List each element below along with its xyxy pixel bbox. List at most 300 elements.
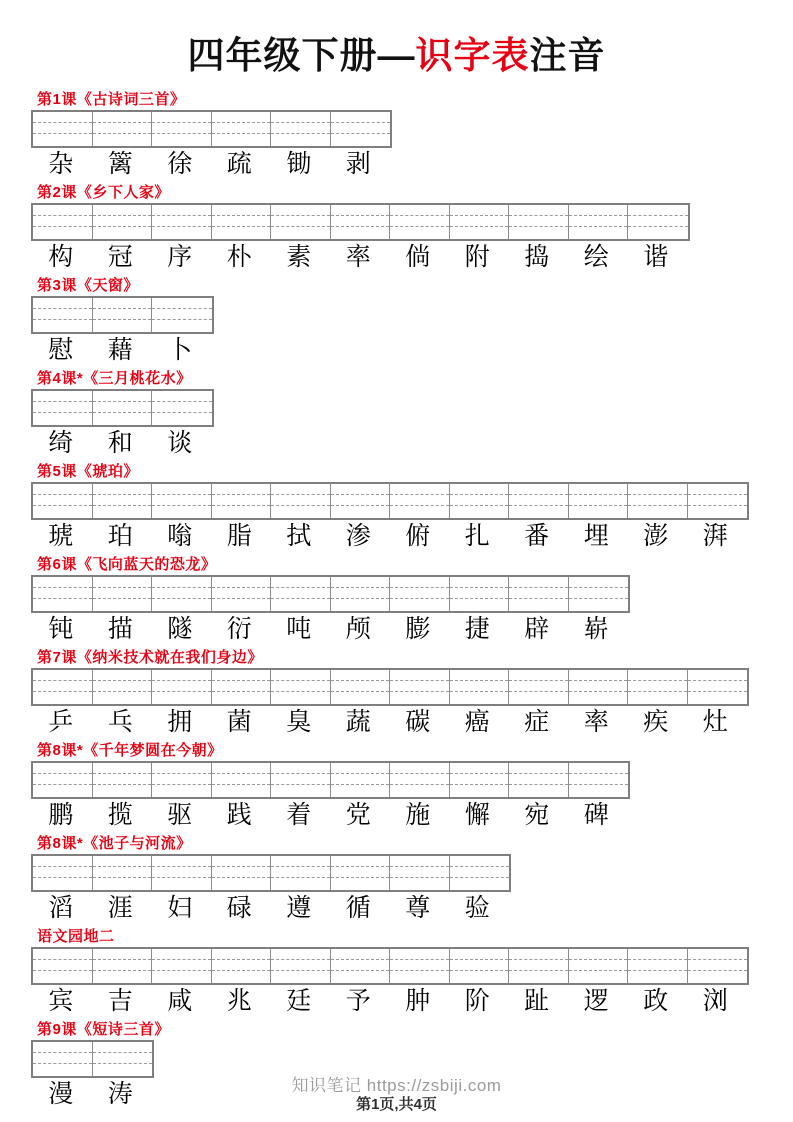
pinyin-guide-line [152,866,211,867]
pinyin-guide-line [93,587,152,588]
character-row [31,986,745,1013]
pinyin-cell [152,298,212,332]
character: 菌 [226,707,252,736]
pinyin-guide-line [509,494,568,495]
pinyin-cell [271,205,331,239]
pinyin-cell [152,856,212,890]
character: 肿 [405,986,431,1015]
pinyin-guide-line [390,598,449,599]
pinyin-guide-line [390,680,449,681]
pinyin-guide-line [33,784,92,785]
pinyin-cell [271,112,331,146]
pinyin-guide-line [628,959,687,960]
pinyin-guide-line [33,215,92,216]
pinyin-cell [628,670,688,704]
pinyin-guide-line [33,773,92,774]
pinyin-guide-line [152,308,212,309]
character: 钝 [48,614,74,643]
pinyin-grid [31,761,630,799]
pinyin-cell [93,298,153,332]
pinyin-guide-line [688,680,748,681]
pinyin-grid [31,389,214,427]
pinyin-guide-line [152,505,211,506]
pinyin-cell [152,763,212,797]
pinyin-guide-line [628,505,687,506]
lesson-title: 第3课《天窗》 [37,277,139,294]
pinyin-guide-line [509,680,568,681]
pinyin-cell [33,577,93,611]
character-row [31,521,745,548]
page-title [0,0,793,80]
pinyin-guide-line [569,598,629,599]
pinyin-guide-line [33,959,92,960]
character: 驱 [167,800,193,829]
pinyin-guide-line [688,959,748,960]
lesson-title: 第2课《乡下人家》 [37,184,170,201]
pinyin-cell [93,1042,153,1076]
character-row [31,800,626,827]
pinyin-guide-line [212,494,271,495]
pinyin-cell [390,949,450,983]
pinyin-cell [212,670,272,704]
pinyin-guide-line [33,226,92,227]
pinyin-guide-line [93,1063,153,1064]
pinyin-guide-line [509,598,568,599]
lesson-title: 第7课《纳米技术就在我们身边》 [37,649,263,666]
pinyin-guide-line [509,773,568,774]
pinyin-guide-line [93,784,152,785]
pinyin-guide-line [33,1063,92,1064]
pinyin-cell [152,391,212,425]
pinyin-cell [271,763,331,797]
character: 施 [405,800,431,829]
pinyin-guide-line [212,215,271,216]
character: 冠 [107,242,133,271]
pinyin-cell [331,856,391,890]
pinyin-guide-line [271,494,330,495]
pinyin-guide-line [33,505,92,506]
pinyin-guide-line [212,970,271,971]
lesson-section [31,557,793,641]
character: 澎 [643,521,669,550]
watermark-text: 知识笔记 https://zsbiji.com [291,1076,502,1095]
pinyin-cell [569,949,629,983]
pinyin-cell [331,949,391,983]
character: 疾 [643,707,669,736]
character: 徐 [167,149,193,178]
pinyin-cell [390,856,450,890]
character: 碑 [583,800,609,829]
pinyin-guide-line [331,959,390,960]
pinyin-cell [450,670,510,704]
character: 捷 [464,614,490,643]
pinyin-guide-line [212,784,271,785]
pinyin-cell [33,856,93,890]
pinyin-cell [450,484,510,518]
character: 循 [345,893,371,922]
pinyin-guide-line [509,215,568,216]
pinyin-cell [390,577,450,611]
lesson-section [31,836,793,920]
character: 描 [107,614,133,643]
pinyin-grid [31,296,214,334]
pinyin-cell [331,577,391,611]
pinyin-guide-line [152,133,211,134]
pinyin-cell [331,484,391,518]
pinyin-cell [152,949,212,983]
pinyin-guide-line [93,1052,153,1053]
character: 珀 [107,521,133,550]
pinyin-cell [212,856,272,890]
pinyin-guide-line [212,773,271,774]
pinyin-guide-line [33,866,92,867]
character: 涛 [107,1079,133,1108]
pinyin-guide-line [271,773,330,774]
pinyin-cell [628,205,688,239]
character: 宛 [524,800,550,829]
pinyin-cell [509,949,569,983]
pinyin-guide-line [212,877,271,878]
lesson-section [31,92,793,176]
character: 渗 [345,521,371,550]
character: 癌 [464,707,490,736]
pinyin-cell [33,391,93,425]
pinyin-cell [33,949,93,983]
pinyin-cell [33,763,93,797]
character: 扎 [464,521,490,550]
page-number: 第1页,共4页 [356,1096,437,1113]
pinyin-cell [212,949,272,983]
pinyin-guide-line [390,877,449,878]
pinyin-guide-line [569,494,628,495]
lesson-section [31,464,793,548]
character: 锄 [286,149,312,178]
pinyin-cell [450,949,510,983]
character: 阶 [464,986,490,1015]
character-row [31,149,388,176]
pinyin-guide-line [33,680,92,681]
pinyin-guide-line [271,970,330,971]
pinyin-cell [390,670,450,704]
pinyin-guide-line [331,784,390,785]
pinyin-cell [33,670,93,704]
pinyin-guide-line [509,226,568,227]
pinyin-guide-line [331,133,391,134]
character: 吉 [107,986,133,1015]
character: 宾 [48,986,74,1015]
character-row [31,707,745,734]
character: 揽 [107,800,133,829]
character: 碳 [405,707,431,736]
pinyin-cell [93,112,153,146]
pinyin-guide-line [569,587,629,588]
pinyin-guide-line [390,959,449,960]
pinyin-guide-line [93,308,152,309]
pinyin-guide-line [331,866,390,867]
pinyin-guide-line [450,866,510,867]
pinyin-guide-line [212,122,271,123]
pinyin-guide-line [331,877,390,878]
pinyin-guide-line [450,959,509,960]
pinyin-guide-line [628,494,687,495]
character: 素 [286,242,312,271]
character: 构 [48,242,74,271]
lesson-section [31,650,793,734]
pinyin-cell [152,577,212,611]
character: 附 [464,242,490,271]
pinyin-cell [33,205,93,239]
pinyin-grid [31,203,690,241]
pinyin-guide-line [569,970,628,971]
pinyin-cell [569,763,629,797]
pinyin-cell [331,205,391,239]
pinyin-guide-line [271,587,330,588]
character: 症 [524,707,550,736]
pinyin-guide-line [450,505,509,506]
character: 辟 [524,614,550,643]
pinyin-cell [509,670,569,704]
pinyin-guide-line [628,970,687,971]
character: 率 [345,242,371,271]
character: 逻 [583,986,609,1015]
pinyin-guide-line [390,215,449,216]
pinyin-guide-line [152,877,211,878]
character: 倘 [405,242,431,271]
character: 政 [643,986,669,1015]
character: 拥 [167,707,193,736]
pinyin-guide-line [152,773,211,774]
pinyin-guide-line [450,691,509,692]
pinyin-cell [212,763,272,797]
character: 懈 [464,800,490,829]
pinyin-guide-line [569,505,628,506]
pinyin-guide-line [33,1052,92,1053]
pinyin-guide-line [93,691,152,692]
pinyin-guide-line [33,122,92,123]
pinyin-cell [93,484,153,518]
pinyin-guide-line [628,215,688,216]
character: 妇 [167,893,193,922]
character: 朴 [226,242,252,271]
character: 捣 [524,242,550,271]
pinyin-guide-line [93,412,152,413]
character: 党 [345,800,371,829]
character: 剥 [345,149,371,178]
pinyin-guide-line [450,494,509,495]
character: 崭 [583,614,609,643]
pinyin-guide-line [390,587,449,588]
pinyin-guide-line [509,784,568,785]
pinyin-guide-line [509,959,568,960]
pinyin-grid [31,575,630,613]
character: 绮 [48,428,74,457]
pinyin-cell [271,949,331,983]
pinyin-grid [31,668,749,706]
lesson-title: 第5课《琥珀》 [37,463,139,480]
pinyin-guide-line [271,866,330,867]
pinyin-guide-line [390,226,449,227]
pinyin-cell [212,484,272,518]
pinyin-guide-line [450,773,509,774]
character-row [31,893,507,920]
pinyin-guide-line [212,133,271,134]
pinyin-guide-line [390,505,449,506]
character: 琥 [48,521,74,550]
pinyin-guide-line [331,587,390,588]
pinyin-guide-line [152,680,211,681]
pinyin-guide-line [450,598,509,599]
pinyin-cell [33,298,93,332]
character: 膨 [405,614,431,643]
pinyin-guide-line [569,784,629,785]
character: 嗡 [167,521,193,550]
character: 衍 [226,614,252,643]
character: 杂 [48,149,74,178]
lesson-title: 第8课*《千年梦圆在今朝》 [37,742,223,759]
pinyin-cell [569,670,629,704]
pinyin-guide-line [33,133,92,134]
pinyin-cell [212,577,272,611]
character: 序 [167,242,193,271]
character: 验 [464,893,490,922]
character-row [31,335,210,362]
pinyin-cell [569,577,629,611]
pinyin-guide-line [33,319,92,320]
pinyin-cell [390,763,450,797]
character: 俯 [405,521,431,550]
pinyin-guide-line [152,959,211,960]
page-title-prefix: 四年级下册— [187,35,416,76]
pinyin-guide-line [331,215,390,216]
character: 慰 [48,335,74,364]
pinyin-guide-line [271,877,330,878]
character: 蔬 [345,707,371,736]
character: 遵 [286,893,312,922]
pinyin-cell [390,205,450,239]
pinyin-guide-line [33,412,92,413]
pinyin-guide-line [331,494,390,495]
character: 吨 [286,614,312,643]
pinyin-guide-line [33,970,92,971]
lesson-title: 第4课*《三月桃花水》 [37,370,192,387]
pinyin-guide-line [93,215,152,216]
pinyin-cell [509,577,569,611]
pinyin-guide-line [331,680,390,681]
pinyin-guide-line [152,784,211,785]
character: 番 [524,521,550,550]
pinyin-guide-line [152,970,211,971]
pinyin-cell [152,205,212,239]
pinyin-guide-line [212,680,271,681]
lesson-section [31,1022,793,1106]
pinyin-cell [212,112,272,146]
pinyin-guide-line [509,587,568,588]
pinyin-guide-line [331,122,391,123]
pinyin-guide-line [152,215,211,216]
pinyin-cell [93,205,153,239]
pinyin-cell [628,949,688,983]
character: 鹏 [48,800,74,829]
character: 滔 [48,893,74,922]
pinyin-cell [93,577,153,611]
pinyin-guide-line [93,226,152,227]
pinyin-cell [390,484,450,518]
character: 浏 [702,986,728,1015]
pinyin-guide-line [33,494,92,495]
pinyin-guide-line [33,877,92,878]
pinyin-grid [31,110,392,148]
pinyin-cell [93,949,153,983]
pinyin-guide-line [152,319,212,320]
pinyin-guide-line [93,598,152,599]
pinyin-guide-line [152,122,211,123]
pinyin-guide-line [212,866,271,867]
pinyin-guide-line [212,598,271,599]
character: 践 [226,800,252,829]
character: 湃 [702,521,728,550]
pinyin-cell [628,484,688,518]
pinyin-guide-line [212,691,271,692]
pinyin-guide-line [271,133,330,134]
pinyin-cell [33,484,93,518]
character: 漫 [48,1079,74,1108]
character: 谈 [167,428,193,457]
pinyin-guide-line [271,226,330,227]
lesson-title: 第8课*《池子与河流》 [37,835,192,852]
lesson-sections [0,92,793,1106]
pinyin-cell [152,112,212,146]
pinyin-guide-line [628,691,687,692]
pinyin-guide-line [212,226,271,227]
pinyin-guide-line [33,308,92,309]
pinyin-guide-line [390,494,449,495]
pinyin-guide-line [93,505,152,506]
pinyin-guide-line [509,970,568,971]
pinyin-guide-line [331,226,390,227]
pinyin-cell [212,205,272,239]
character: 臭 [286,707,312,736]
character-row [31,1079,150,1106]
pinyin-guide-line [93,970,152,971]
pinyin-guide-line [93,401,152,402]
pinyin-guide-line [331,505,390,506]
pinyin-cell [688,484,748,518]
lesson-section [31,371,793,455]
pinyin-guide-line [93,959,152,960]
pinyin-guide-line [509,505,568,506]
pinyin-guide-line [93,133,152,134]
pinyin-guide-line [688,970,748,971]
pinyin-guide-line [390,784,449,785]
pinyin-guide-line [450,784,509,785]
pinyin-cell [509,205,569,239]
pinyin-guide-line [93,494,152,495]
pinyin-guide-line [450,680,509,681]
pinyin-cell [271,856,331,890]
character: 疏 [226,149,252,178]
character: 率 [583,707,609,736]
character: 埋 [583,521,609,550]
pinyin-cell [271,577,331,611]
pinyin-guide-line [152,401,212,402]
pinyin-guide-line [628,680,687,681]
pinyin-guide-line [152,598,211,599]
character: 卜 [167,335,193,364]
pinyin-guide-line [33,598,92,599]
pinyin-guide-line [271,598,330,599]
character: 乓 [107,707,133,736]
pinyin-guide-line [93,866,152,867]
